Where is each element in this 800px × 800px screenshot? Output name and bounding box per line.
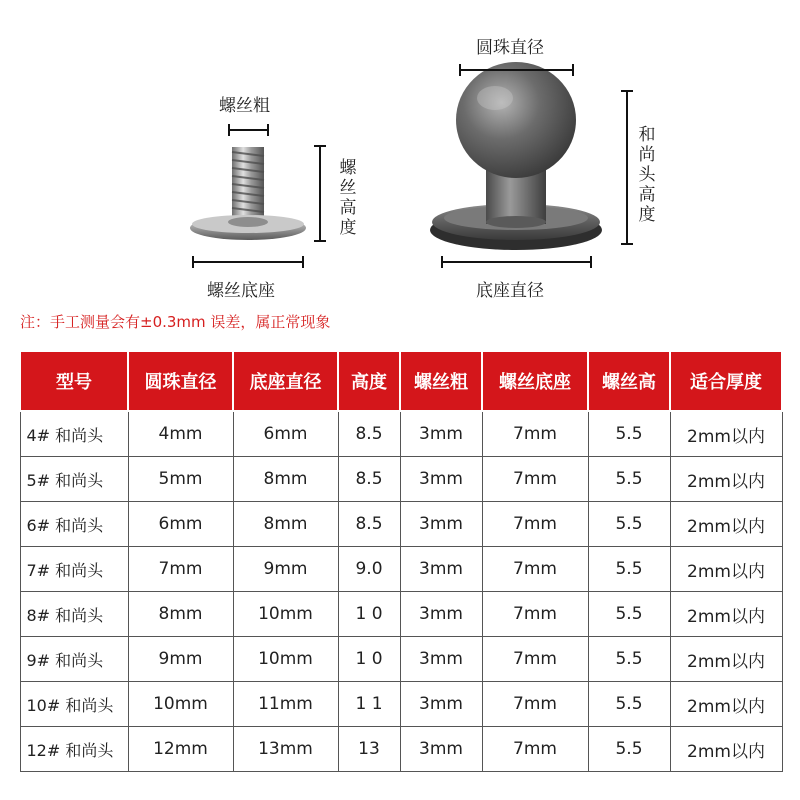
cell-screw-height: 5.5 xyxy=(588,457,670,502)
cell-screw-base: 7mm xyxy=(482,411,588,457)
cell-suitable-thickness: 2mm以内 xyxy=(670,457,782,502)
cell-ball-diameter: 9mm xyxy=(128,637,233,682)
cell-screw-height: 5.5 xyxy=(588,682,670,727)
cell-screw-thickness: 3mm xyxy=(400,592,482,637)
cell-base-diameter: 13mm xyxy=(233,727,338,772)
cell-screw-base: 7mm xyxy=(482,637,588,682)
product-illustration xyxy=(0,0,800,310)
cell-ball-diameter: 5mm xyxy=(128,457,233,502)
cell-model: 5# 和尚头 xyxy=(20,457,128,502)
measurement-note: 注：手工测量会有±0.3mm 误差，属正常现象 xyxy=(20,313,331,331)
table-row xyxy=(20,411,782,457)
header-screw-thickness: 螺丝粗 xyxy=(400,351,482,411)
cell-screw-height: 5.5 xyxy=(588,502,670,547)
cell-height: 9.0 xyxy=(338,547,400,592)
cell-base-diameter: 9mm xyxy=(233,547,338,592)
cell-base-diameter: 8mm xyxy=(233,457,338,502)
cell-ball-diameter: 7mm xyxy=(128,547,233,592)
label-head-height: 和尚头高度 xyxy=(638,125,656,225)
table-row xyxy=(20,682,782,727)
header-height: 高度 xyxy=(338,351,400,411)
cell-suitable-thickness: 2mm以内 xyxy=(670,727,782,772)
table-row xyxy=(20,502,782,547)
cell-screw-thickness: 3mm xyxy=(400,637,482,682)
product-diagram xyxy=(0,0,800,310)
cell-height: 8.5 xyxy=(338,502,400,547)
cell-screw-base: 7mm xyxy=(482,547,588,592)
cell-suitable-thickness: 2mm以内 xyxy=(670,682,782,727)
cell-ball-diameter: 8mm xyxy=(128,592,233,637)
cell-screw-thickness: 3mm xyxy=(400,411,482,457)
cell-screw-thickness: 3mm xyxy=(400,682,482,727)
cell-height: 1 0 xyxy=(338,637,400,682)
cell-height: 1 0 xyxy=(338,592,400,637)
cell-base-diameter: 6mm xyxy=(233,411,338,457)
spec-table xyxy=(19,350,783,772)
cell-height: 8.5 xyxy=(338,411,400,457)
cell-screw-height: 5.5 xyxy=(588,411,670,457)
cell-ball-diameter: 6mm xyxy=(128,502,233,547)
cell-height: 1 1 xyxy=(338,682,400,727)
cell-screw-height: 5.5 xyxy=(588,727,670,772)
cell-screw-base: 7mm xyxy=(482,502,588,547)
label-base-diameter: 底座直径 xyxy=(476,281,544,301)
label-screw-height: 螺丝高度 xyxy=(339,158,357,238)
header-screw-base: 螺丝底座 xyxy=(482,351,588,411)
cell-height: 8.5 xyxy=(338,457,400,502)
cell-height: 13 xyxy=(338,727,400,772)
cell-screw-thickness: 3mm xyxy=(400,547,482,592)
table-row xyxy=(20,727,782,772)
label-ball-diameter: 圆珠直径 xyxy=(476,38,544,58)
cell-suitable-thickness: 2mm以内 xyxy=(670,547,782,592)
cell-base-diameter: 10mm xyxy=(233,592,338,637)
header-suitable-thickness: 适合厚度 xyxy=(670,351,782,411)
cell-screw-base: 7mm xyxy=(482,592,588,637)
table-row xyxy=(20,547,782,592)
cell-screw-thickness: 3mm xyxy=(400,502,482,547)
cell-screw-thickness: 3mm xyxy=(400,457,482,502)
cell-screw-height: 5.5 xyxy=(588,637,670,682)
table-header-row xyxy=(20,351,782,411)
cell-suitable-thickness: 2mm以内 xyxy=(670,411,782,457)
cell-base-diameter: 8mm xyxy=(233,502,338,547)
cell-model: 9# 和尚头 xyxy=(20,637,128,682)
cell-suitable-thickness: 2mm以内 xyxy=(670,637,782,682)
cell-suitable-thickness: 2mm以内 xyxy=(670,592,782,637)
cell-model: 10# 和尚头 xyxy=(20,682,128,727)
cell-ball-diameter: 4mm xyxy=(128,411,233,457)
cell-ball-diameter: 10mm xyxy=(128,682,233,727)
screw-part xyxy=(190,147,306,240)
cell-screw-height: 5.5 xyxy=(588,547,670,592)
cell-base-diameter: 10mm xyxy=(233,637,338,682)
cell-screw-base: 7mm xyxy=(482,727,588,772)
cell-model: 7# 和尚头 xyxy=(20,547,128,592)
table-row xyxy=(20,637,782,682)
cell-screw-thickness: 3mm xyxy=(400,727,482,772)
cell-ball-diameter: 12mm xyxy=(128,727,233,772)
header-ball-diameter: 圆珠直径 xyxy=(128,351,233,411)
label-screw-thickness: 螺丝粗 xyxy=(219,96,270,116)
header-model: 型号 xyxy=(20,351,128,411)
cell-model: 4# 和尚头 xyxy=(20,411,128,457)
table-row xyxy=(20,457,782,502)
cell-screw-base: 7mm xyxy=(482,457,588,502)
cell-base-diameter: 11mm xyxy=(233,682,338,727)
label-screw-base: 螺丝底座 xyxy=(207,281,275,301)
domed-head-part xyxy=(430,62,602,250)
header-screw-height: 螺丝高 xyxy=(588,351,670,411)
cell-model: 12# 和尚头 xyxy=(20,727,128,772)
cell-suitable-thickness: 2mm以内 xyxy=(670,502,782,547)
cell-model: 8# 和尚头 xyxy=(20,592,128,637)
header-base-diameter: 底座直径 xyxy=(233,351,338,411)
table-row xyxy=(20,592,782,637)
cell-screw-base: 7mm xyxy=(482,682,588,727)
cell-model: 6# 和尚头 xyxy=(20,502,128,547)
cell-screw-height: 5.5 xyxy=(588,592,670,637)
